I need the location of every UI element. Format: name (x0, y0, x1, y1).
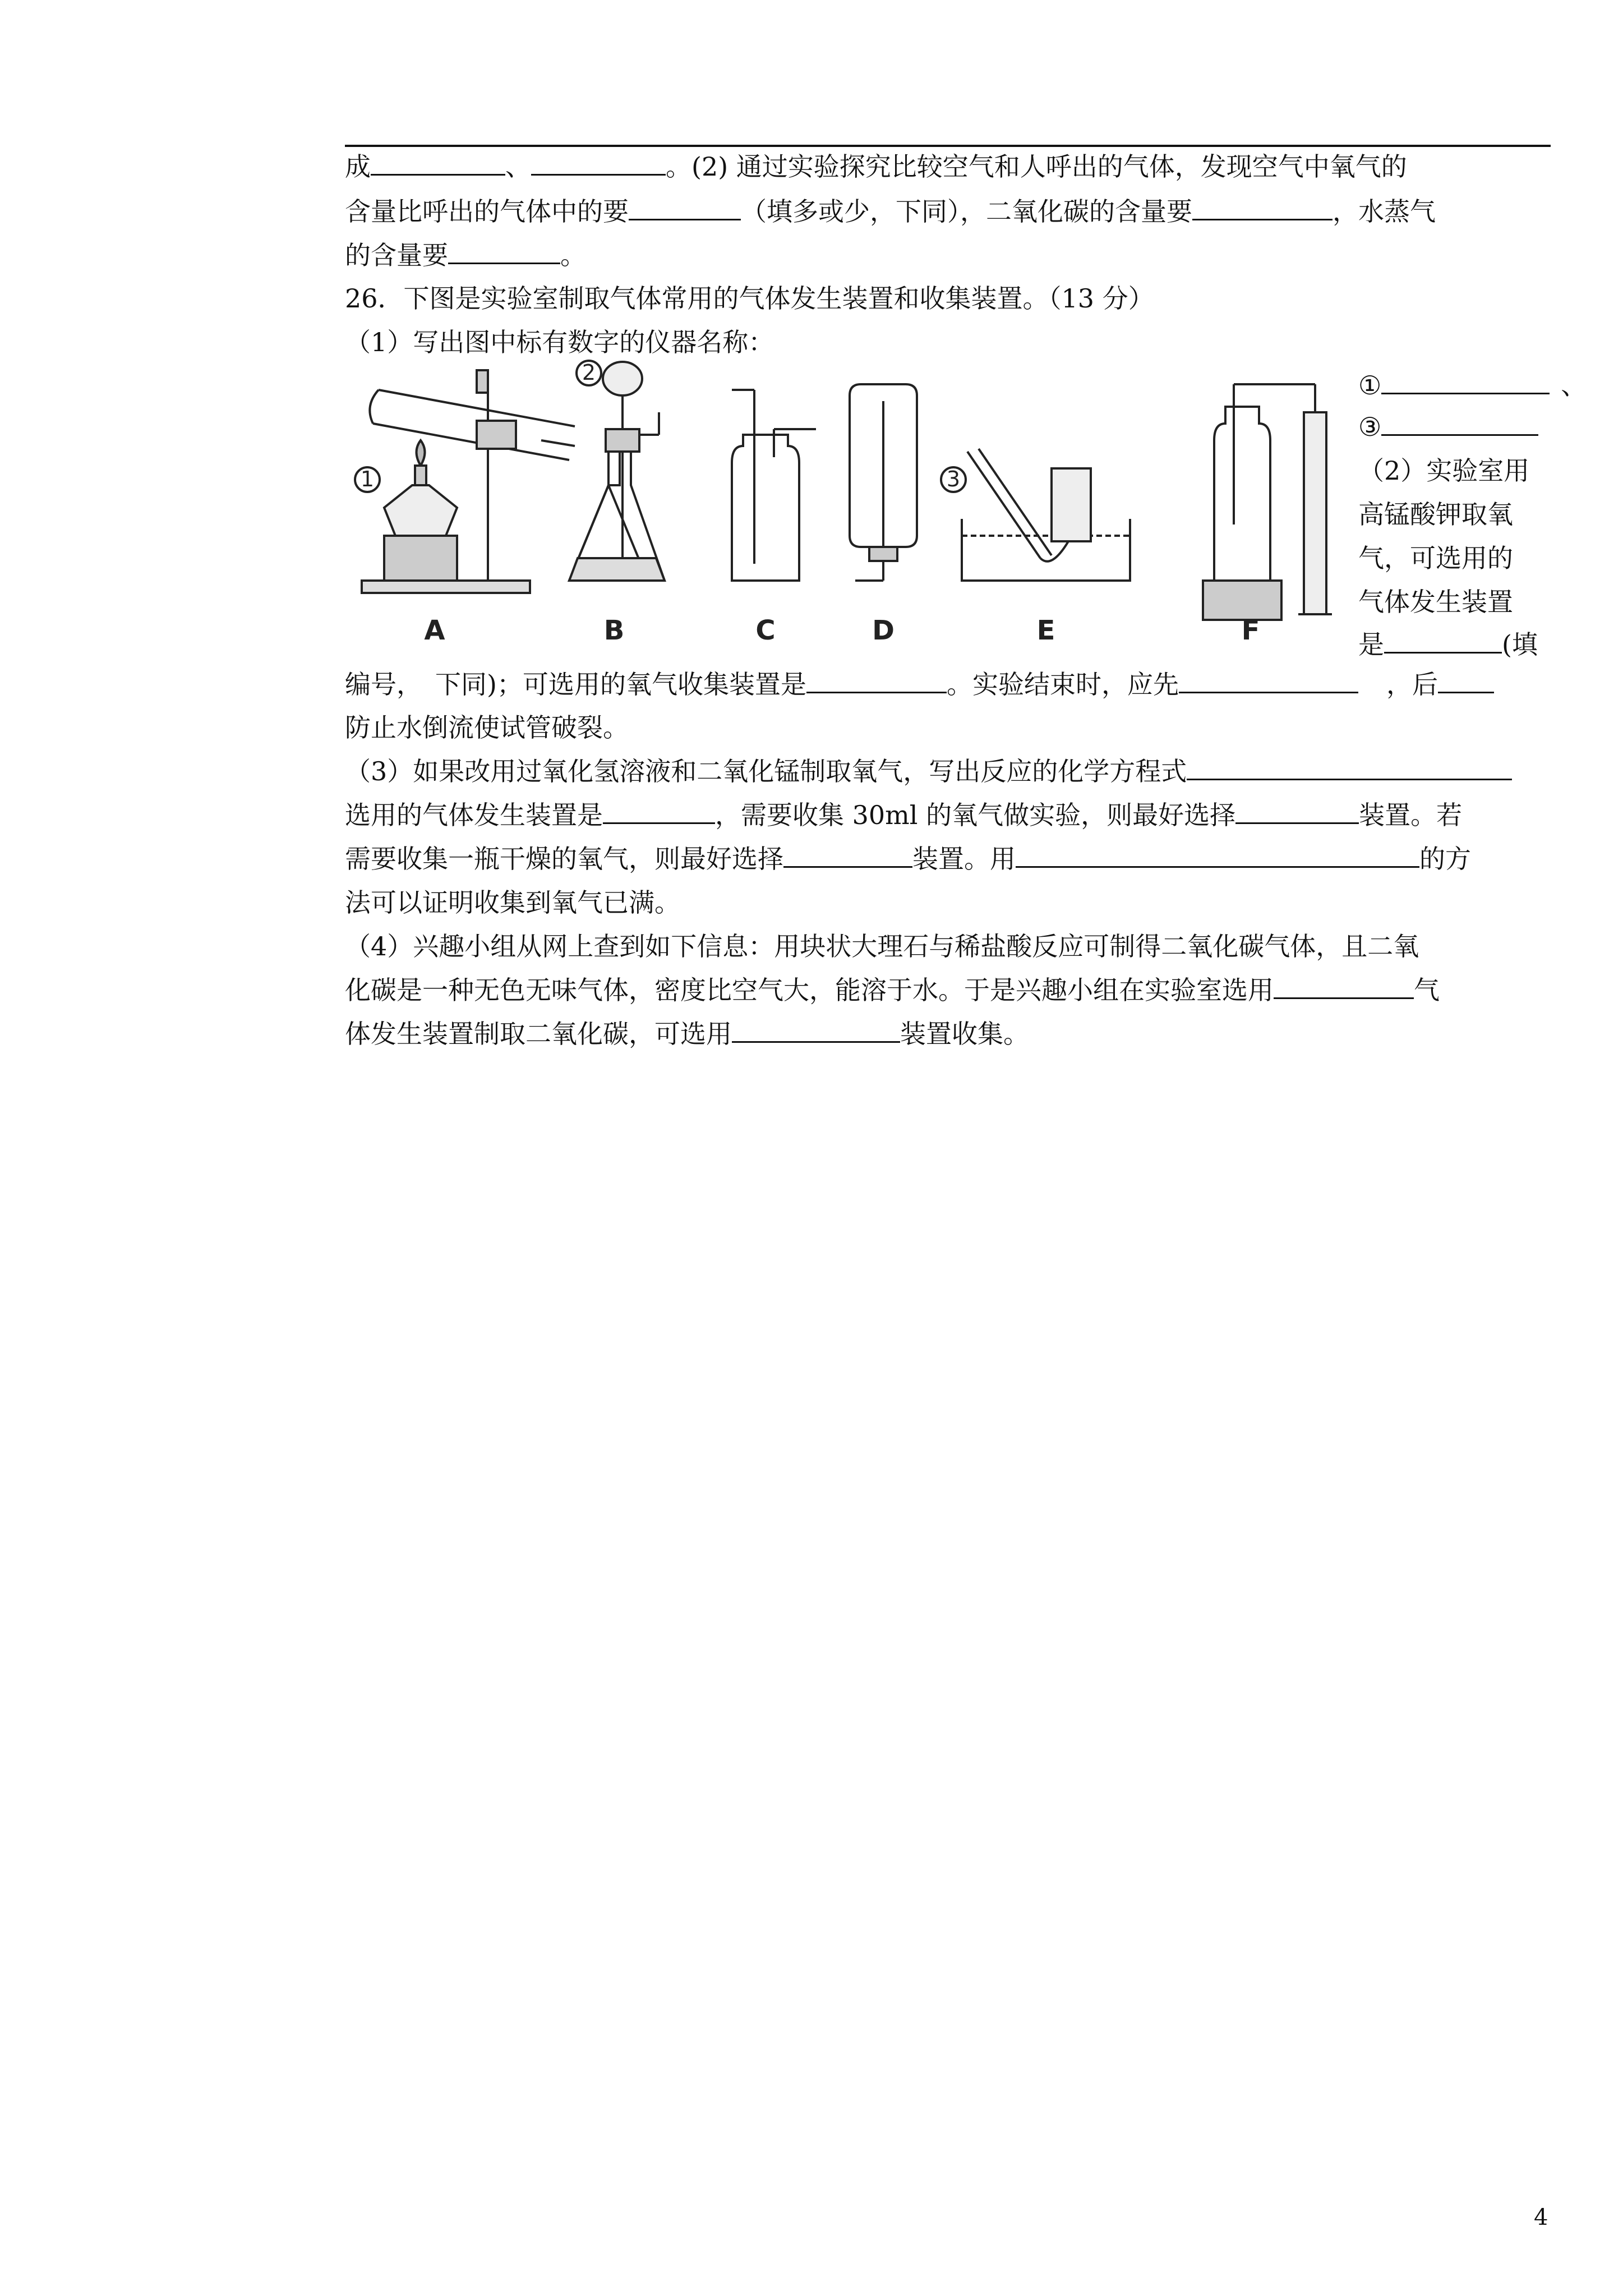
label-a: A (424, 615, 445, 646)
text: 成 (345, 151, 371, 182)
answer-blank[interactable] (1235, 797, 1359, 824)
text-line-12 (345, 839, 1471, 878)
text: ，后 (1386, 669, 1438, 700)
text-line-3 (345, 236, 586, 275)
text: 高锰酸钾取氧 (1358, 499, 1513, 530)
side-line-3 (1358, 449, 1529, 493)
text: (填 (1502, 629, 1538, 660)
text: （1）写出图中标有数字的仪器名称： (345, 327, 774, 357)
text: 选用的气体发生装置是 (345, 800, 603, 830)
text: 法可以证明收集到氧气已满。 (345, 887, 680, 918)
marker-1: 1 (360, 467, 375, 491)
text: ，需要收集 30ml 的氧气做实验，则最好选择 (715, 800, 1236, 830)
answer-blank[interactable] (603, 797, 715, 824)
side-line-4 (1358, 493, 1513, 536)
label-d: D (872, 615, 895, 646)
text: 体发生装置制取二氧化碳，可选用 (345, 1019, 732, 1049)
text: 、 (1561, 370, 1587, 401)
label-b: B (603, 615, 625, 646)
text: 。(2) 通过实验探究比较空气和人呼出的气体，发现空气中氧气的 (666, 151, 1407, 182)
answer-blank[interactable] (783, 840, 912, 868)
answer-blank[interactable] (448, 237, 560, 264)
answer-blank[interactable] (1192, 193, 1332, 220)
answer-blank[interactable] (1274, 972, 1414, 999)
text-line-16 (345, 1014, 1029, 1053)
answer-blank[interactable] (1438, 666, 1494, 693)
text: 气体发生装置 (1358, 587, 1513, 617)
text: 化碳是一种无色无味气体，密度比空气大，能溶于水。于是兴趣小组在实验室选用 (345, 975, 1274, 1005)
text-line-1 (345, 147, 1407, 186)
text: （填多或少，下同），二氧化碳的含量要 (741, 196, 1192, 227)
answer-blank[interactable] (1187, 753, 1512, 780)
text: 气，可选用的 (1358, 543, 1513, 573)
label-e: E (1036, 615, 1055, 646)
apparatus-d (850, 384, 917, 581)
text-line-8 (345, 665, 1494, 704)
answer-blank[interactable] (732, 1015, 900, 1043)
text: （4）兴趣小组从网上查到如下信息：用块状大理石与稀盐酸反应可制得二氧化碳气体，且二氧 (345, 931, 1419, 961)
text-line-11 (345, 795, 1462, 835)
text: 气 (1414, 975, 1440, 1005)
marker-3: 3 (946, 467, 961, 491)
text: 。 (560, 240, 586, 270)
side-line-2 (1358, 405, 1538, 449)
answer-blank[interactable] (629, 193, 741, 220)
text: （2）实验室用 (1358, 455, 1530, 486)
text: 装置。用 (912, 844, 1016, 874)
answer-blank[interactable] (531, 148, 666, 176)
side-line-5 (1358, 536, 1513, 580)
apparatus-c (732, 390, 816, 581)
text: （3）如果改用过氧化氢溶液和二氧化锰制取氧气，写出反应的化学方程式 (345, 756, 1187, 786)
side-line-1 (1358, 364, 1587, 407)
text: 。实验结束时，应先 (946, 669, 1179, 700)
text-line-15 (345, 970, 1440, 1010)
text: 防止水倒流使试管破裂。 (345, 712, 629, 743)
answer-blank[interactable] (1384, 626, 1502, 654)
text-line-13 (345, 883, 680, 922)
apparatus-figure (351, 356, 1354, 648)
text: 需要收集一瓶干燥的氧气，则最好选择 (345, 844, 783, 874)
text: 26．下图是实验室制取气体常用的气体发生装置和收集装置。（13 分） (345, 283, 1154, 314)
marker-2: 2 (582, 360, 596, 385)
answer-blank[interactable] (1179, 666, 1358, 693)
text: 含量比呼出的气体中的要 (345, 196, 629, 227)
apparatus-f (1203, 384, 1332, 620)
question-26-title (345, 279, 1154, 318)
apparatus-b (569, 361, 665, 581)
text: ③ (1358, 412, 1382, 442)
text-line-10 (345, 752, 1512, 791)
text: ，水蒸气 (1332, 196, 1436, 227)
text: 是 (1358, 629, 1384, 660)
apparatus-a (355, 370, 575, 593)
side-line-7 (1358, 623, 1538, 666)
answer-blank[interactable] (1381, 367, 1550, 394)
page-number: 4 (1534, 2205, 1548, 2230)
text: 、 (505, 151, 531, 182)
answer-blank[interactable] (1381, 408, 1538, 436)
text: 编号， 下同)；可选用的氧气收集装置是 (345, 669, 806, 700)
answer-blank[interactable] (806, 666, 947, 693)
label-c: C (755, 615, 776, 646)
text-line-14 (345, 927, 1419, 966)
text: 装置收集。 (900, 1019, 1029, 1049)
answer-blank[interactable] (371, 148, 505, 176)
side-line-6 (1358, 580, 1513, 624)
text: 装置。若 (1359, 800, 1463, 830)
text-line-9 (345, 708, 629, 747)
text: 的方 (1419, 844, 1471, 874)
apparatus-e (941, 449, 1130, 581)
text: 的含量要 (345, 240, 448, 270)
text-line-2 (345, 192, 1436, 231)
label-f: F (1241, 615, 1260, 646)
answer-blank[interactable] (1016, 840, 1419, 868)
text: ① (1358, 370, 1382, 401)
